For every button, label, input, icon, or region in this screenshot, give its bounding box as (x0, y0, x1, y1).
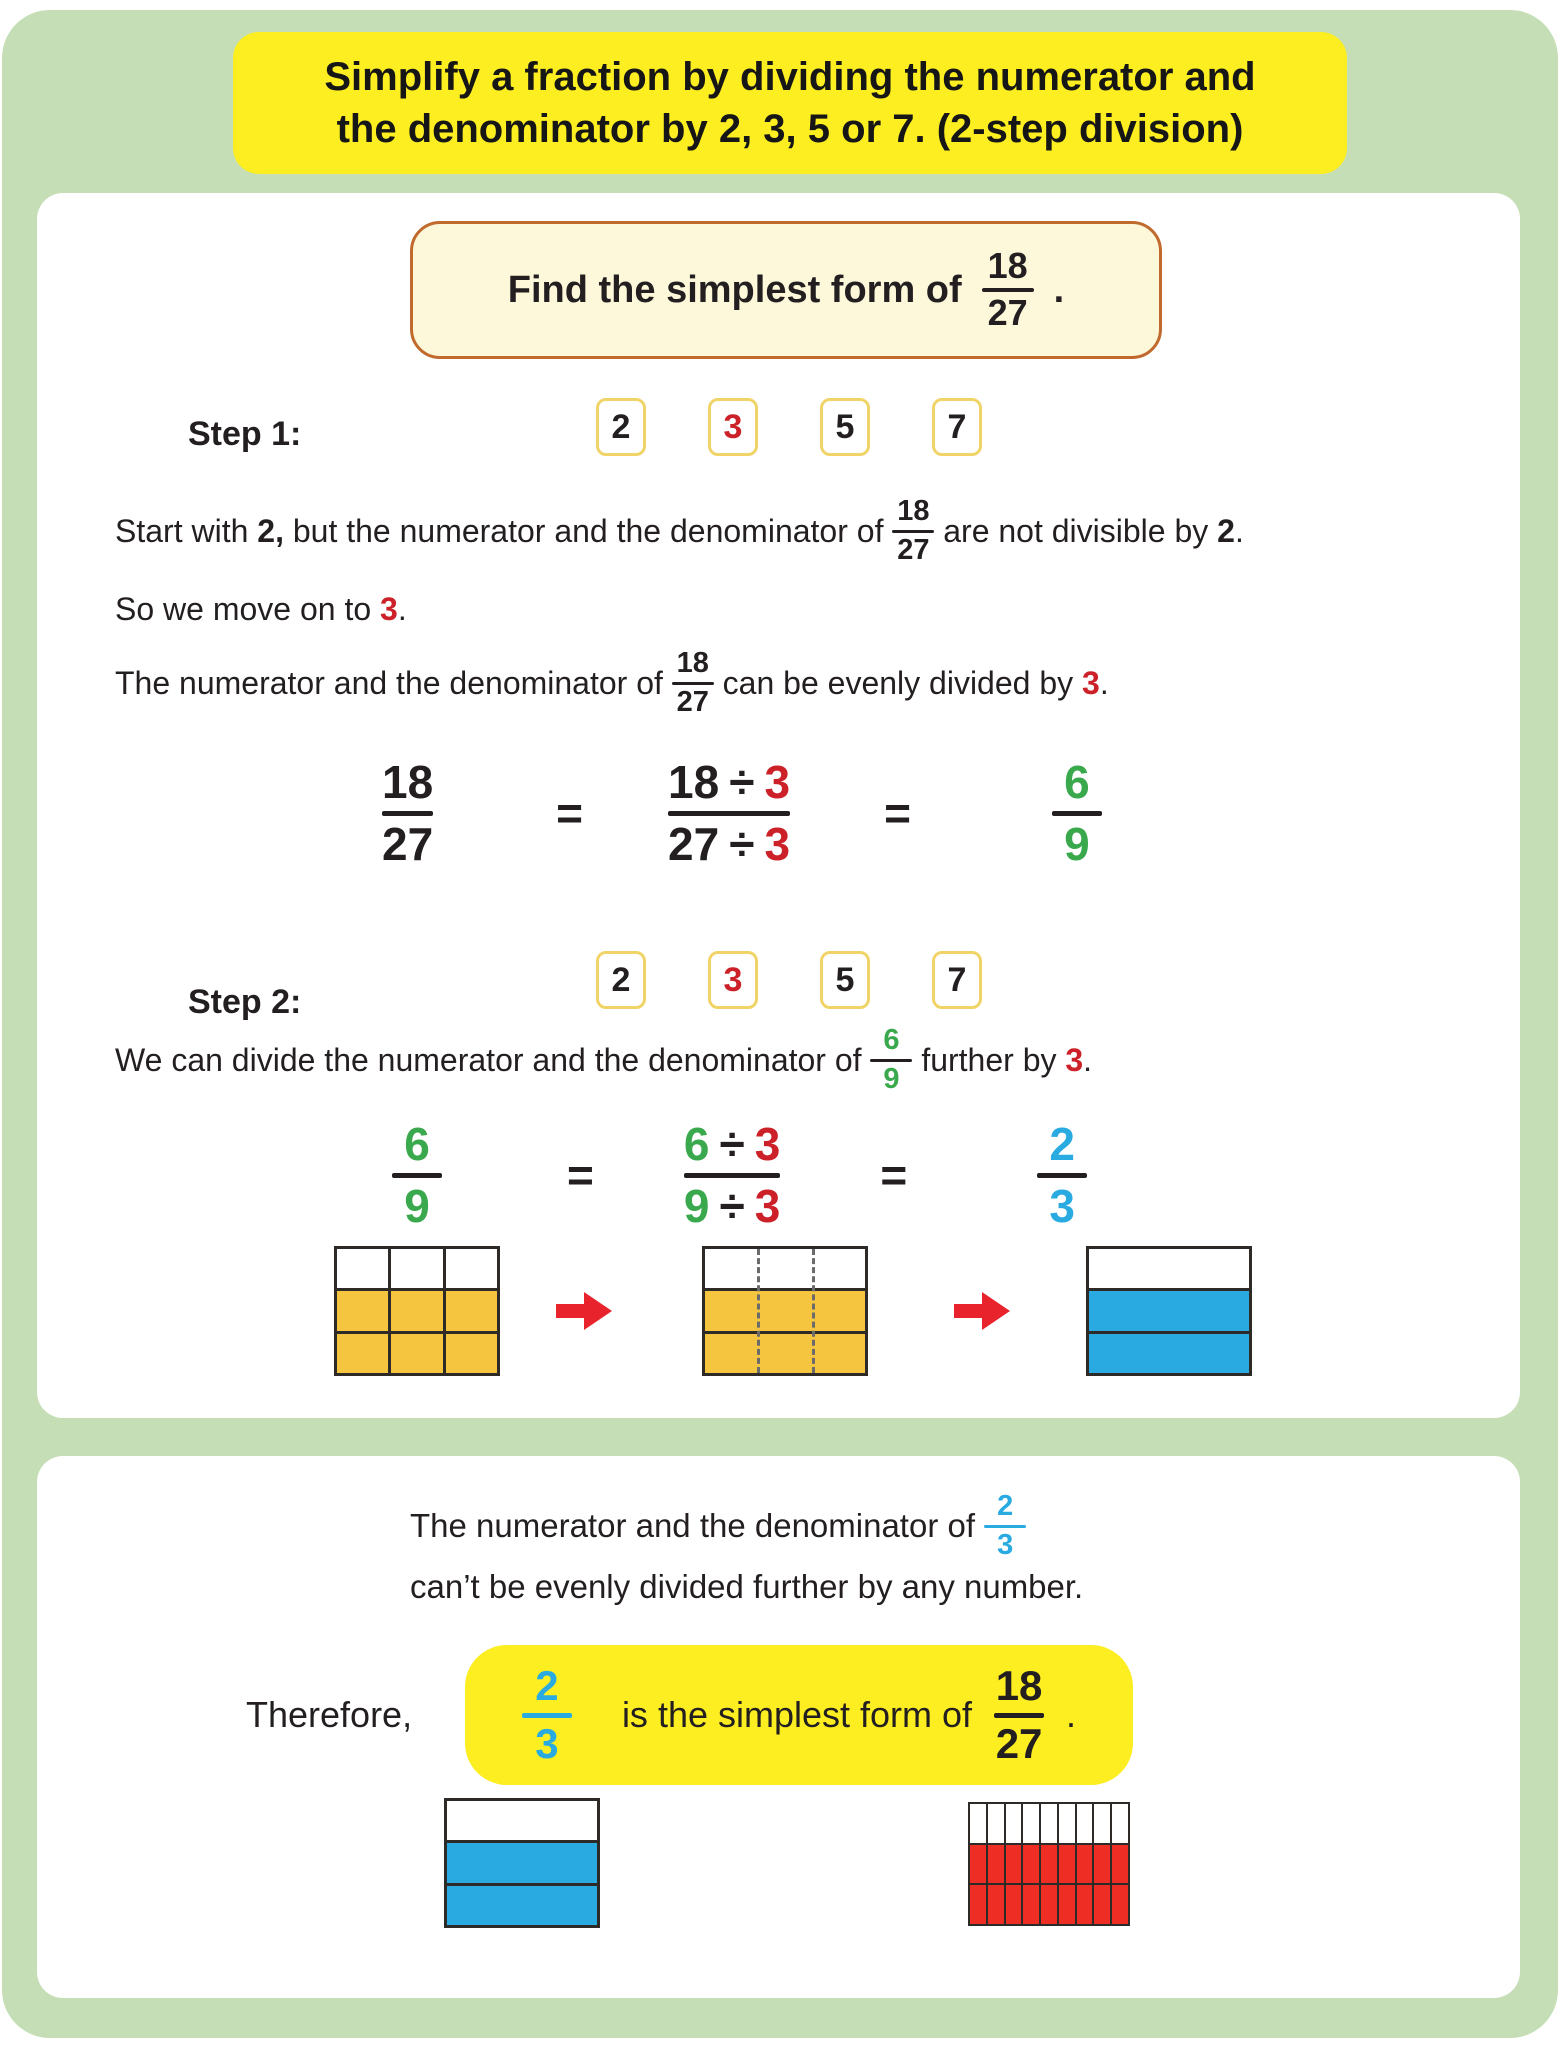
text: . (1234, 512, 1244, 549)
step2-divisor-options (596, 951, 982, 1009)
denominator: 3 (1049, 1179, 1075, 1232)
cell (1112, 1885, 1128, 1924)
divisor-box-5 (820, 398, 870, 456)
cell (1041, 1845, 1057, 1884)
divisor-value: 5 (835, 407, 855, 446)
fraction-2-3 (1037, 1117, 1087, 1232)
fraction-18-27 (382, 755, 434, 870)
fraction-bar (984, 1525, 1026, 1528)
conclusion-sentence-2: can’t be evenly divided further by any number. (410, 1568, 1084, 1605)
cell (1089, 1334, 1249, 1373)
denominator: 27 (668, 817, 720, 870)
dashed-divider (757, 1249, 760, 1373)
text: further by (912, 1041, 1066, 1078)
fraction-division-18-27-by-3 (668, 755, 791, 870)
therefore-label: Therefore, (246, 1694, 413, 1735)
cell (447, 1886, 597, 1925)
fraction-bar (392, 1173, 442, 1178)
cell (970, 1885, 986, 1924)
cell (1089, 1249, 1249, 1288)
numerator: 18 (897, 494, 930, 527)
text: Start with (115, 512, 258, 549)
cell (337, 1249, 388, 1288)
step1-sentence-3 (115, 641, 1109, 725)
denominator: 9 (404, 1179, 430, 1232)
fraction-grid-6-9-regrouped (702, 1246, 868, 1376)
denominator-expression (668, 817, 791, 870)
cell (1059, 1804, 1075, 1843)
fraction-6-9 (392, 1117, 442, 1232)
cell (1006, 1885, 1022, 1924)
text: So we move on to (115, 591, 381, 627)
numerator: 6 (883, 1023, 900, 1056)
divide-sign: ÷ (729, 755, 755, 808)
red-divisor: 3 (754, 1117, 781, 1170)
cell (391, 1249, 442, 1288)
fraction-bar (382, 811, 433, 816)
right-arrow-icon (954, 1289, 1012, 1333)
divisor-value: 2 (611, 960, 631, 999)
cell (1041, 1804, 1057, 1843)
numerator: 18 (668, 755, 720, 808)
step1-sentence-2 (115, 591, 407, 628)
divisor-value: 5 (835, 960, 855, 999)
divisor-value: 2 (611, 407, 631, 446)
divisor-box-5 (820, 951, 870, 1009)
step1-sentence-1 (115, 489, 1244, 573)
text: . (1083, 1041, 1093, 1078)
fraction-grid-18-27 (968, 1802, 1130, 1926)
fraction-2-3 (522, 1661, 572, 1767)
fraction-bar (1052, 811, 1102, 816)
title-line-2: the denominator by 2, 3, 5 or 7. (2-step division) (336, 107, 1244, 151)
fraction-model-row (334, 1246, 1252, 1376)
conclusion-panel (37, 1456, 1520, 1998)
cell (1059, 1885, 1075, 1924)
red-divisor: 3 (764, 755, 791, 808)
step1-divisor-options (596, 398, 982, 456)
numerator-expression (683, 1117, 781, 1170)
cell (391, 1291, 442, 1330)
fraction-6-9 (1052, 755, 1102, 870)
text: are not divisible by (934, 512, 1218, 549)
fraction-bar (892, 530, 934, 533)
fraction-18-27 (892, 494, 934, 566)
fraction-grid-2-3 (1086, 1246, 1252, 1376)
divisor-box-7 (932, 398, 982, 456)
cell (1094, 1845, 1110, 1884)
divisor-value: 3 (723, 960, 743, 999)
cell (447, 1843, 597, 1882)
denominator: 27 (987, 292, 1028, 333)
red-3: 3 (1065, 1041, 1084, 1078)
cell (391, 1334, 442, 1373)
cell (1112, 1804, 1128, 1843)
fraction-division-6-9-by-3 (683, 1117, 781, 1232)
cell (1112, 1845, 1128, 1884)
text: The numerator and the denominator of (410, 1507, 985, 1544)
period: . (1066, 1694, 1077, 1735)
red-3: 3 (380, 591, 398, 627)
dashed-divider (812, 1249, 815, 1373)
bold-2: 2, (257, 512, 284, 549)
conclusion-sentence-1 (410, 1478, 1026, 1574)
text: can be evenly divided by (713, 664, 1083, 701)
fraction-bar (994, 1713, 1044, 1718)
right-arrow-icon (556, 1289, 614, 1333)
cell (988, 1845, 1004, 1884)
title-line-1: Simplify a fraction by dividing the numerator and (324, 55, 1256, 99)
divide-sign: ÷ (719, 1179, 745, 1232)
step1-equation (37, 738, 1520, 888)
text: We can divide the numerator and the denominator of (115, 1041, 871, 1078)
cell (988, 1885, 1004, 1924)
cell (1077, 1804, 1093, 1843)
cell (1006, 1804, 1022, 1843)
divisor-value: 3 (723, 407, 743, 446)
cell (970, 1845, 986, 1884)
fraction-bar (684, 1173, 780, 1178)
equals-sign: = (880, 1149, 908, 1201)
divisor-value: 7 (947, 960, 967, 999)
numerator: 2 (997, 1489, 1014, 1522)
problem-period: . (1053, 268, 1065, 311)
cell (1023, 1885, 1039, 1924)
fraction-18-27 (982, 245, 1034, 333)
denominator: 3 (535, 1719, 559, 1767)
grid (702, 1246, 868, 1376)
fraction-18-27 (672, 646, 714, 718)
numerator: 18 (676, 646, 709, 679)
red-divisor: 3 (754, 1179, 781, 1232)
equals-sign: = (567, 1149, 594, 1201)
divide-sign: ÷ (729, 817, 755, 870)
equals-sign: = (556, 787, 584, 839)
denominator-expression (683, 1179, 781, 1232)
denominator: 9 (883, 1062, 900, 1095)
cell (447, 1801, 597, 1840)
problem-text: Find the simplest form of (507, 268, 962, 311)
cell (337, 1291, 388, 1330)
fraction-2-3 (984, 1489, 1026, 1561)
fraction-6-9 (870, 1023, 912, 1095)
divisor-box-2 (596, 398, 646, 456)
fraction-grid-2-3 (444, 1798, 600, 1928)
title-banner (233, 32, 1347, 174)
cell (1077, 1845, 1093, 1884)
denominator: 3 (997, 1528, 1014, 1561)
red-divisor: 3 (764, 817, 791, 870)
divisor-box-3-highlighted (708, 951, 758, 1009)
denominator: 9 (683, 1179, 710, 1232)
divisor-box-3-highlighted (708, 398, 758, 456)
numerator: 2 (535, 1661, 559, 1709)
answer-text: is the simplest form of (621, 1694, 973, 1735)
equals-sign: = (884, 787, 911, 839)
cell (446, 1334, 497, 1373)
numerator-expression (668, 755, 791, 808)
cell (446, 1249, 497, 1288)
divisor-value: 7 (947, 407, 967, 446)
answer-highlight-box (465, 1645, 1133, 1785)
numerator: 6 (1064, 755, 1090, 808)
numerator: 18 (987, 245, 1028, 287)
cell (705, 1334, 865, 1373)
cell (1059, 1845, 1075, 1884)
text: but the numerator and the denominator of (283, 512, 893, 549)
cell (1077, 1885, 1093, 1924)
fraction-bar (672, 682, 714, 685)
cell (1094, 1885, 1110, 1924)
cell (1094, 1804, 1110, 1843)
numerator: 18 (382, 755, 434, 808)
divisor-box-7 (932, 951, 982, 1009)
cell (1023, 1804, 1039, 1843)
fraction-grid-6-9 (334, 1246, 500, 1376)
cell (1023, 1845, 1039, 1884)
denominator: 27 (995, 1719, 1043, 1767)
fraction-bar (1037, 1173, 1087, 1178)
numerator: 2 (1049, 1117, 1075, 1170)
step2-equation (37, 1105, 1520, 1245)
denominator: 9 (1064, 817, 1090, 870)
bold-2: 2 (1217, 512, 1235, 549)
cell (705, 1249, 865, 1288)
numerator: 6 (683, 1117, 710, 1170)
fraction-bar (522, 1713, 572, 1718)
numerator: 6 (404, 1117, 430, 1170)
cell (1041, 1885, 1057, 1924)
step1-label: Step 1: (188, 415, 302, 453)
denominator: 27 (382, 817, 434, 870)
denominator: 27 (676, 685, 709, 718)
cell (1089, 1291, 1249, 1330)
problem-statement-box (410, 221, 1162, 359)
steps-panel (37, 193, 1520, 1418)
fraction-bar (668, 811, 790, 816)
divisor-box-2 (596, 951, 646, 1009)
text: The numerator and the denominator of (115, 664, 672, 701)
step2-sentence-1 (115, 1018, 1092, 1102)
fraction-18-27 (994, 1661, 1044, 1767)
red-3: 3 (1082, 664, 1100, 701)
text: . (1099, 664, 1109, 701)
divide-sign: ÷ (719, 1117, 745, 1170)
cell (705, 1291, 865, 1330)
denominator: 27 (897, 533, 930, 566)
step2-label: Step 2: (188, 983, 302, 1021)
cell (970, 1804, 986, 1843)
cell (337, 1334, 388, 1373)
cell (1006, 1845, 1022, 1884)
numerator: 18 (995, 1661, 1043, 1709)
cell (446, 1291, 497, 1330)
text: . (397, 591, 407, 627)
cell (988, 1804, 1004, 1843)
fraction-bar (870, 1059, 912, 1062)
